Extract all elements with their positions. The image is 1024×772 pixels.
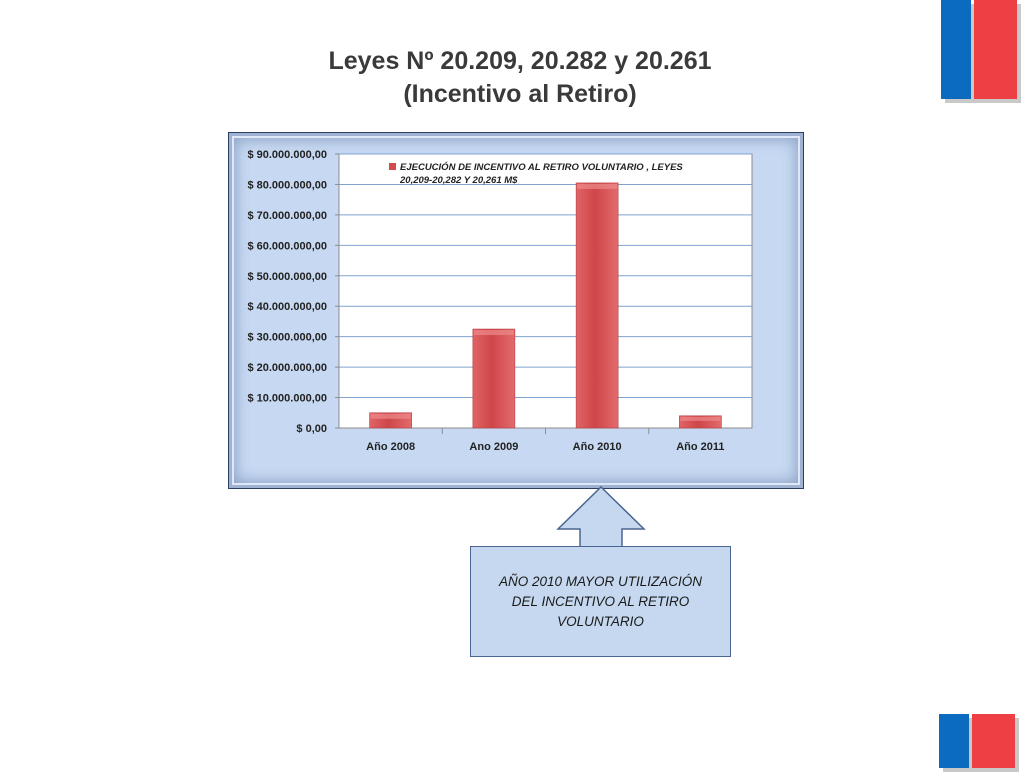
y-tick-label: $ 90.000.000,00 [247, 149, 327, 161]
bar [473, 329, 515, 428]
legend-label-line-1: EJECUCIÓN DE INCENTIVO AL RETIRO VOLUNTARIO , LEYES [400, 162, 683, 173]
callout-text-line-2: DEL INCENTIVO AL RETIRO [511, 593, 690, 609]
y-tick-label: $ 40.000.000,00 [247, 301, 327, 314]
y-tick-label: $ 30.000.000,00 [247, 331, 327, 344]
plot-area [339, 154, 752, 428]
bar-highlight [577, 184, 617, 189]
x-tick-label: Año 2010 [572, 441, 622, 453]
callout-text-line-1: AÑO 2010 MAYOR UTILIZACIÓN [498, 573, 703, 589]
flag-logo-bottom [939, 714, 1015, 768]
callout-box [470, 546, 731, 657]
y-tick-label: $ 0,00 [296, 423, 327, 435]
x-tick-label: Año 2011 [676, 441, 725, 453]
y-tick-label: $ 20.000.000,00 [247, 362, 327, 375]
bar [576, 183, 618, 428]
y-tick-label: $ 60.000.000,00 [247, 240, 327, 253]
bar-highlight [680, 417, 720, 421]
callout-text-line-3: VOLUNTARIO [557, 613, 644, 629]
legend-label-line-2: 20,209-20,282 Y 20,261 M$ [400, 175, 518, 186]
flag-logo-top [941, 0, 1017, 99]
x-tick-label: Ano 2009 [469, 441, 519, 453]
chart-frame [228, 132, 804, 489]
x-tick-label: Año 2008 [366, 441, 416, 453]
y-tick-label: $ 10.000.000,00 [247, 392, 327, 405]
bar-highlight [474, 330, 514, 335]
legend-swatch [389, 163, 396, 170]
y-tick-label: $ 50.000.000,00 [247, 270, 327, 283]
slide-title-line-1: Leyes Nº 20.209, 20.282 y 20.261 [328, 47, 712, 75]
bar-chart [229, 133, 805, 490]
y-tick-label: $ 70.000.000,00 [247, 209, 327, 222]
y-tick-label: $ 80.000.000,00 [247, 179, 327, 192]
callout-up-arrow [556, 486, 646, 548]
slide-title [200, 45, 840, 111]
slide-title-line-2: (Incentivo al Retiro) [403, 80, 637, 108]
bar-highlight [371, 414, 411, 419]
